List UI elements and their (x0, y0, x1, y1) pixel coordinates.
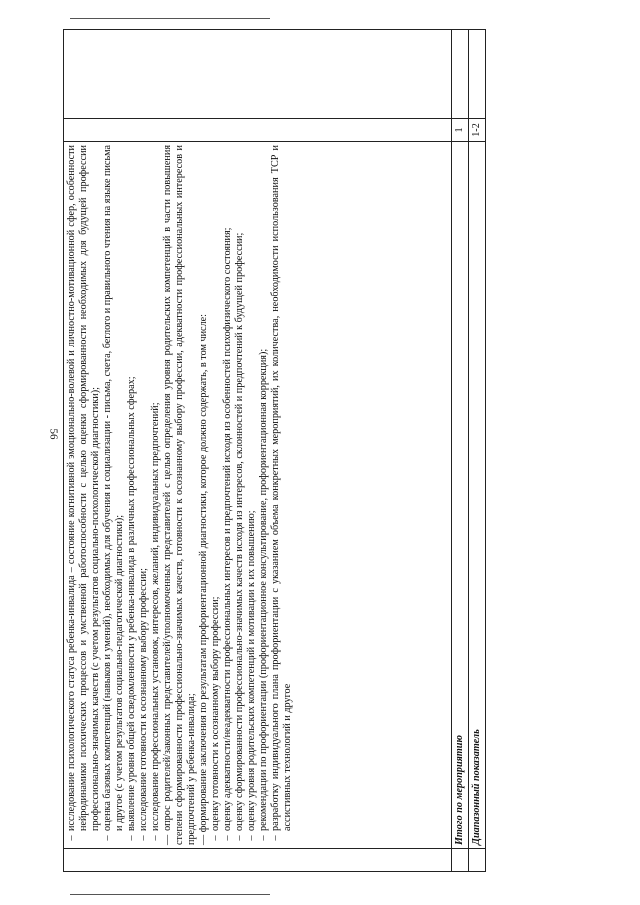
cell-empty (469, 849, 486, 872)
list-item-text: рекомендации по профориентации (профориентационное консультирование, профориентационная коррекция); (258, 348, 269, 831)
list-item-text: оценка базовых компетенций (навыков и умений), необходимых для обучения и социализации - письма, счета, беглого и правильного чтения на языке письма и другое (с учетом результатов социально-педагогической диагностики); (102, 145, 125, 831)
list-item-text: оценку сформированности профессионально-значимых качеств исходя из интересов, склонностей и предпочтений к будущей профессии; (234, 232, 245, 831)
cell-empty (452, 849, 469, 872)
dash: – (126, 835, 137, 841)
table-row (64, 30, 452, 872)
list-item (138, 145, 150, 845)
dash: – (66, 835, 77, 841)
scan-line-top (70, 18, 270, 19)
list-item (270, 145, 294, 845)
list-item-text: выявление уровня общей осведомленности у ребенка-инвалида в различных профессиональных сферах; (126, 376, 137, 831)
list-item (102, 145, 126, 845)
dash: – (234, 835, 245, 841)
cell-description (64, 142, 452, 849)
list-item (222, 145, 234, 845)
total-label: Итого по мероприятию (452, 142, 469, 849)
cell-empty (452, 30, 469, 119)
em-dash: — (162, 834, 173, 845)
page-number: 56 (47, 428, 60, 440)
dash: – (258, 835, 269, 841)
cell-empty (64, 30, 452, 119)
conclusion-text: формирование заключения по результатам профориентационной диагностики, которое должно содержать, в том числе: (198, 313, 209, 833)
conclusion-paragraph (198, 145, 210, 845)
survey-paragraph (162, 145, 198, 845)
dash: – (270, 835, 281, 841)
list-item-text: исследование профессиональных установок, интересов, желаний, индивидуальных предпочтений; (150, 402, 161, 831)
cell-empty (469, 30, 486, 119)
measures-table (63, 29, 486, 872)
cell-quantity (64, 119, 452, 142)
list-item-text: оценку уровня родительских компетенций и мотивации к их повышению; (246, 510, 257, 831)
range-value: 1-2 (469, 119, 486, 142)
list-item (66, 145, 102, 845)
dash: – (138, 835, 149, 841)
dash: – (150, 835, 161, 841)
dash: – (246, 835, 257, 841)
list-item-text: оценку готовности к осознанному выбору профессии; (210, 596, 221, 831)
dash: – (210, 835, 221, 841)
list-item (258, 145, 270, 845)
list-item-text: разработку индивидуального плана профориентации с указанием объема конкретных мероприятий, их количества, необходимости использования ТСР и ассистивных технологий и другое (270, 145, 293, 831)
survey-text: опрос родителей/законных представителей/уполномоченных представителей с целью определения уровня родительских компетенций в части повышения степени сформированности профессионально-значимых качеств, готовности к осознанному выбору профессии, адекватности профессиональных интересов и предпочтений у ребенка-инвалида; (162, 144, 197, 845)
cell-empty (64, 849, 452, 872)
list-item (246, 145, 258, 845)
table-row-total (452, 30, 469, 872)
em-dash: — (198, 834, 209, 845)
dash: – (222, 835, 233, 841)
list-item (126, 145, 138, 845)
range-label: Диапазонный показатель (469, 142, 486, 849)
table-row-range (469, 30, 486, 872)
scan-line-bottom (70, 894, 270, 895)
list-item-text: исследование психологического статуса ребенка-инвалида – состояние когнитивной эмоционально-волевой и личностно-мотивационной сфер, особенности нейродинамики психических процессов и умственной работоспособности с целью оценки сформированности необходимых для будущей профессии профессионально-значимых качеств (с учетом результатов социально-психологической диагностики); (66, 145, 101, 831)
list-item (210, 145, 222, 845)
list-item (234, 145, 246, 845)
list-item (150, 145, 162, 845)
list-item-text: оценку адекватности/неадекватности профессиональных интересов и предпочтений исходя из особенностей психофизического состояния; (222, 227, 233, 831)
rotated-table-wrapper (63, 40, 548, 872)
dash: – (102, 835, 113, 841)
total-value: 1 (452, 119, 469, 142)
list-item-text: исследование готовности к осознанному выбору профессии; (138, 568, 149, 831)
